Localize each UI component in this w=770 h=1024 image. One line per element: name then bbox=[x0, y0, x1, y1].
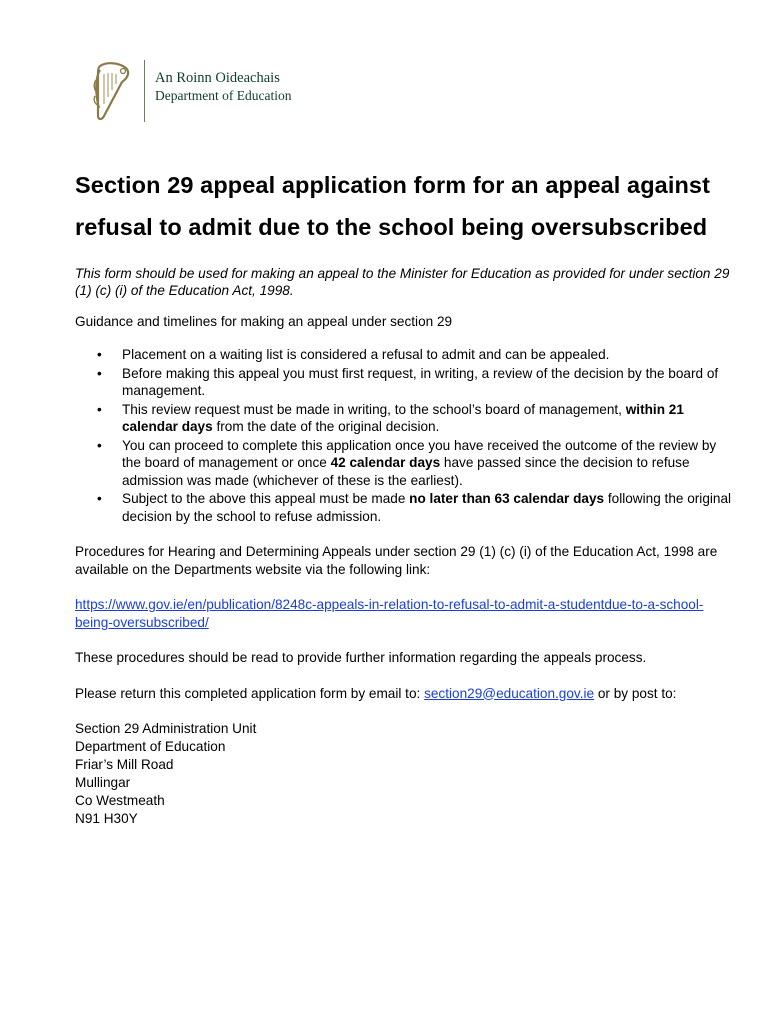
email-link[interactable]: section29@education.gov.ie bbox=[424, 685, 595, 701]
address-line: Friar’s Mill Road bbox=[75, 757, 174, 772]
address-line: Department of Education bbox=[75, 739, 226, 754]
department-logo bbox=[92, 58, 291, 124]
list-item: • This review request must be made in writing, to the school’s board of management, within 21 calendar days from the date of the original decision. bbox=[97, 401, 684, 434]
org-name-irish: An Roinn Oideachais bbox=[155, 70, 280, 86]
bullet-icon: • bbox=[97, 437, 102, 453]
list-item: • You can proceed to complete this application once you have received the outcome of the review by the board of management or once 42 calendar days have passed since the decision to refuse admission was made (whichever of these is the earliest). bbox=[97, 437, 717, 488]
procedures-text: Procedures for Hearing and Determining Appeals under section 29 (1) (c) (i) of the Education Act, 1998 are available on the Departments website via the following link: bbox=[75, 544, 718, 577]
bullet-icon: • bbox=[97, 401, 102, 417]
procedures-link[interactable]: https://www.gov.ie/en/publication/8248c-appeals-in-relation-to-refusal-to-admit-a-studentdue-to-a-school-being-oversubscribed/ bbox=[75, 597, 704, 630]
list-item: • Subject to the above this appeal must be made no later than 63 calendar days following the original decision by the school to refuse admission. bbox=[97, 491, 732, 524]
guidance-list bbox=[75, 346, 735, 525]
org-name-english: Department of Education bbox=[155, 88, 292, 103]
logo-text bbox=[155, 70, 291, 104]
document-body bbox=[75, 164, 735, 828]
procedures-paragraph bbox=[75, 596, 735, 631]
list-item: • Placement on a waiting list is considered a refusal to admit and can be appealed. bbox=[97, 347, 610, 362]
page-title: Section 29 appeal application form for an appeal against refusal to admit due to the school being oversubscribed bbox=[75, 172, 711, 240]
address-line: Mullingar bbox=[75, 775, 131, 790]
logo-divider bbox=[144, 60, 145, 122]
address-line: N91 H30Y bbox=[75, 811, 138, 826]
bullet-icon: • bbox=[97, 347, 102, 362]
address-line: Co Westmeath bbox=[75, 793, 165, 808]
address-line: Section 29 Administration Unit bbox=[75, 721, 257, 736]
harp-icon bbox=[92, 60, 132, 122]
read-procedures-text: These procedures should be read to provide further information regarding the appeals process. bbox=[75, 650, 647, 665]
bullet-icon: • bbox=[97, 491, 102, 506]
intro-text: This form should be used for making an appeal to the Minister for Education as provided for under section 29 (1) (c) (i) of the Education Act, 1998. bbox=[75, 266, 730, 298]
postal-address bbox=[75, 720, 735, 828]
guidance-heading: Guidance and timelines for making an appeal under section 29 bbox=[75, 314, 453, 329]
return-instructions: Please return this completed application form by email to: section29@education.gov.ie or by post to: bbox=[75, 685, 677, 701]
list-item: • Before making this appeal you must first request, in writing, a review of the decision by the board of management. bbox=[97, 365, 719, 398]
bullet-icon: • bbox=[97, 365, 102, 381]
